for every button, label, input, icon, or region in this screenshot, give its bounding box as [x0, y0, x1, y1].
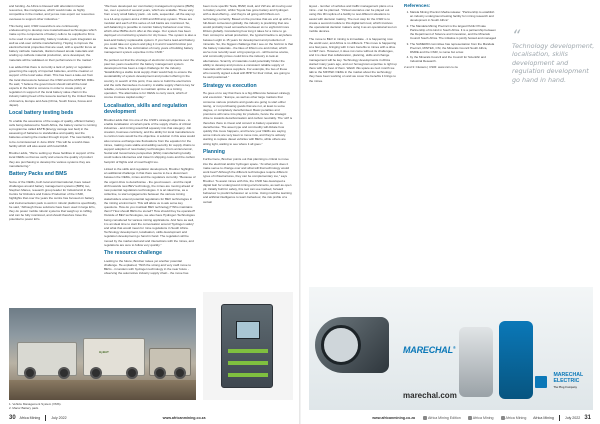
mining-vehicle	[83, 338, 145, 376]
plug-icon	[459, 327, 493, 397]
social-facebook[interactable]: Africa Mining Edition	[423, 412, 461, 424]
left-column-3	[203, 4, 293, 207]
footer-issue: July 2022	[51, 416, 67, 420]
battery-pack-icon	[221, 304, 273, 388]
reference-item: 3. The SAMERDI committee has representation from the Mandela Precinct, MINTEK, CSI, the Minerals Council South Africa, DMRE and the CSIR, to name but a few.	[410, 42, 496, 54]
footer-website[interactable]: www.africanmining.co.za	[372, 416, 415, 420]
paragraph: Luo added that there is currently a lack of policy or regulation governing the supply of imported batteries, and the creation or support of the local value chain. This has been a take-out from the local discussions between the CSIR and the MINTEK IDMs. He said, "I believe the government should call all the local experts in the field to convene in order to create policy or regulation in support of the local battery value chain in the industry taking heed of the lessons learned by the United States of America, Europe and Asia (China, South Korea, Korea and Japan).	[9, 65, 96, 107]
paragraph: "We have developed our own battery management systems (BMS) too, over a period of several years, which are scalable. These vary from a very small battery pack - six cells, sequential - all the way up to a 14-amp system and a 2 000 and 800 amp system. These are modular and each of this series of cell banks are monitored. So, self-balancing is possible to monitor battery behaviour over time, which other BMSs don't offer at this stage. Our system has been deployed on monitoring systems for city buses. The system is also a lead-acid battery replaceable system. If you had a lead-acid battery, you could take our system and plug it in and it would function just the same. This is the culmination of many years of building battery management system expertise in the CSIR."	[104, 4, 196, 55]
wheel-icon	[154, 367, 166, 379]
section-heading: Local battery testing beds	[9, 110, 74, 117]
paragraph: He goes on to say that there is a big difference between strategy and execution. "Europe, as well as other large markets that consume various products and goods are going to start either taxing, or not purchasing goods that are not, at least to some degree, or completely decarbonised. Basic penalties and premiums will come into play for products, hence the strategic drive to towards decarbonisation and carbon neutrality. The 'will' is therefore there to invest and convert to battery operation to decarbonise. The asset type and commodity will dictate how quickly this move happens, and hence your OEMs are saying some miners are very keen to move now, and they're actively starting to replace diesel vehicles with BEVs, while others are sitting tight, waiting to see where it all goes."	[203, 91, 293, 146]
right-footer	[300, 412, 600, 424]
battery-stripe	[228, 373, 268, 377]
mining-vehicle	[149, 348, 191, 376]
plug-socket-icon	[315, 317, 389, 373]
paragraph: This being said, CSIR researchers are continuously endeavouring to develop new material-based technologies which make up the components of battery cells to be supplied to firms to be used in cell assembly, battery modules, pack integration as well as end-user vehicle manufacturing. Hoping to improve the electrochemical properties that are used, with a specific focus on battery cathode materials, titanium-based anode materials and scaling up cathode material production, once developed, the materials will be validated on their performance in the market."	[9, 24, 97, 62]
right-column-1	[309, 4, 397, 86]
wheel-icon	[126, 367, 138, 379]
wheel-icon	[174, 367, 186, 379]
ad-corner-logo	[535, 373, 587, 391]
battery-pack-photo	[203, 292, 293, 400]
ad-brand-name: MARECHAL	[403, 345, 453, 355]
caption: 1. Vehicle Management System (VMS).	[9, 402, 62, 406]
pull-quote-text: Technology development, localisation, skills development and regulation development go hand in hand.	[512, 42, 595, 84]
references-list	[404, 10, 496, 63]
footer-separator	[559, 415, 560, 421]
paragraph: Looking to the future, Brodner raises yet another potential challenge. He explained, "With the strong and very swift move to BEVs - in tandem with hydrogen technology in the near future - observing the automotive industry supply chain - the move has	[104, 258, 191, 276]
socket-ring	[321, 325, 361, 365]
left-column-1	[9, 4, 97, 225]
marechal-mark-icon	[535, 376, 547, 388]
registered-mark: ®	[452, 345, 456, 350]
reference-item: 1. Marèla Mining Precinct Media release: "Partnership to establish an industry underground testing facility for mining research and development in South Africa"	[410, 10, 496, 22]
reference-item: 2. The Mandela Mining Precinct is the largest Public Private Partnership of its kind in South Africa. It is a partnership between the Department of Science and Innovation, and the Minerals Council South Africa. The initiative is jointly hosted and managed	[410, 24, 496, 40]
ad-corner-line1: MARECHAL	[553, 372, 584, 378]
references-source: 2 and 3: Clusters | CSIR: www.csir.co.za	[404, 64, 458, 69]
ad-url[interactable]: marechal.com	[403, 391, 457, 400]
paragraph: The move to BEV in mining is immediate - it is happening now the world over, and Africa is no different. This move is happening at a fast pace, bringing with it zero benefits to mines with a drive to NET zero. However, it does not come without its challenges, and it is clear that collaboration, planning, skills and change management will be key. Technology developments in Africa started many years ago, and our homegrown expertise is right up there with the best of them. Watch this space as next month we talk to the MINTEK OEMs in the market about the technology they have been working on and we cover the benefits it brings to the mines.	[309, 36, 397, 83]
paragraph: He pointed out that the shortage of electronic components over the past two years needed for the battery management system development has been a major challenge for the industry. "Establishing a stable local supply chain would help to ensure the sustainability of system development and product offering in the country. In search of this point, if we were to build the electronics and the cells themselves in-country. A stable supply chain is key for reliable, consistent support to maintain uptime at a mining operation. The alternative is for OEMs to carry stock, which of course involves capital outlay."	[104, 57, 195, 100]
photo-captions	[9, 402, 61, 410]
quote-mark-icon: “	[512, 26, 521, 45]
vehicle-branding: HyBAT	[99, 350, 109, 354]
section-heading: Localisation, skills and regulation development	[104, 102, 188, 116]
paragraph: To enable the assurance of the usage of quality, efficient battery cells being delivered to South Africa, the battery center is running a programme called ESTB (Energy storage test bed) in the assessing of batteries to standardise and quality test the batteries entering the market through import. The new facility is to be commissioned in June 2022. This will be a world class facility which will also assist with local R&D.	[9, 118, 97, 148]
battery-stripe	[228, 361, 268, 365]
wheel-icon	[24, 367, 36, 379]
section-heading: Battery Packs and BMS	[9, 171, 67, 178]
social-twitter[interactable]: Africa Mining	[468, 412, 494, 424]
facebook-icon	[423, 416, 427, 420]
paragraph: Furthermore, Brodner points out that planning is critical to move into the electrical and/or hydrogen space. "At what point does it make sense to change over and what will that technology would work best? Although the different technologies require different types of infrastructures, they can be complementary too," says Brodner. To assist mines with this, the CSIR has developed a digital twin for underground mining environments, as well as open pit. Initially built for safety, this tool can use tracked, forward behaviour to predict behaviour on a mine. Using machine learning and artificial intelligence to learn behaviour, the risk profile of a certain	[203, 157, 292, 204]
right-page	[300, 0, 600, 424]
paragraph: Brodner adds, "We're setting up these facilities in support of the local OEMs so that we verify and ensure the quality of product they are purchasing to develop the various systems they are manufacturing."	[9, 151, 95, 168]
left-column-2	[104, 4, 196, 279]
references-heading: References:	[404, 3, 431, 8]
page-number: 30	[9, 415, 16, 421]
paragraph: Some of the OEMs, both local and international, have raised challenges around battery management systems (BMS) too, Stephen Manes, research group leader for Industrial AI in the Centre for Robotics and Future Production of the CSIR, highlights that over the years the centre has focused on battery and instrumentation pack to work in robotic platforms specifically, he said, "Although these solutions have been used in large EVs, they do power mobile robotic systems that weigh up to 120kg, and can be fully monitored, and should therefore have the potential to power EVs.	[9, 179, 97, 222]
plug-icon	[499, 321, 533, 399]
footer-website[interactable]: www.africanmining.co.za	[162, 416, 206, 420]
paragraph: and funding. As Africa is blessed with abundant mineral resources, like manganese, which would make us highly competitive in the market, and yet we now export our resources overseas to support other industries."	[9, 4, 95, 21]
ad-corner-logo-text	[553, 373, 583, 391]
footer-magazine: Africa Mining	[533, 416, 554, 420]
section-heading: The resource challenge	[104, 250, 162, 257]
ad-brand-logo	[403, 345, 456, 355]
paragraph: layout - number of vehicles and traffic management plans on a mine - can be planned. "Virtual scenarios can be played out using this 3D replica of a facility to test different situations to assist with decision making. The next step for the CSIR is to create a second module to this digital twin tool, which involves the operational decision makers using it as an operational tool on mobile devices.	[309, 4, 397, 34]
wheel-icon	[58, 367, 70, 379]
paragraph: been more specific Tesla, BMW, Audi, and VW are all moving over to battery electric, whilst Toyota has gone battery and hydrogen with a dual offering - and they're all going with lithium-ion technology currently. Based on the premise that we end up with a full-blown conversion globally, the industry is predicting that one would probably need somewhere between six to eight-fold more lithium globally. Considering how long it takes for a mine to go from concept to actual production, the typical timeline is anywhere between eight to 15 years for development and production of minerals. So, the biggest challenge that I see on the horizon is that the battery materials - the likes of lithium ore and nickel, which we've now recently seen a big upsurge on - will become scarce, and commodity prices could force the industry to look at alternatives. Scarcity of materials could potentially hinder the ability to develop and procure a consistent reliable supply of materials with various suppliers. For example, the two of these who recently signed a deal with BHP for their nickel, are going to be well positioned."	[203, 4, 293, 80]
ad-corner-line2: ELECTRIC	[553, 377, 580, 384]
wheel-icon	[90, 367, 102, 379]
twitter-icon	[468, 416, 472, 420]
mining-vehicles-photo	[9, 308, 196, 400]
references	[404, 4, 496, 69]
mining-vehicle	[17, 342, 77, 376]
caption: 2. Macor Battery pack.	[9, 406, 40, 410]
page-number: 31	[584, 415, 591, 421]
battery-display	[236, 321, 260, 339]
footer-separator	[45, 415, 46, 421]
pull-quote	[512, 26, 596, 84]
linkedin-icon	[501, 416, 505, 420]
marechal-advertisement[interactable]	[309, 287, 593, 410]
reference-item: 4. by the Minerals Council and the Council for Scientific and Industrial Research.	[410, 55, 496, 63]
paragraph: Brodner adds that it is one of the CSIR's strategic objectives - to enable localisation of certain parts of the supply chains of critical industries - and mining would fall squarely into that category. Job creation, business continuity, and the ability for local manufacturers to control costs would be the objective. A solution in this area would also remove exchange rate fluctuations from the equation for the mines, making costs stable and adding security for supply chains to support adoption of new battery technologies. From an Economic, Social and Governance perspective (ESG) manufacturing locally could reduce kilometres and travel in shipping costs and the carbon footprint of flights and of road freight too.	[104, 117, 195, 164]
footer-magazine: Africa Mining	[19, 416, 41, 420]
footer-issue: July 2022	[564, 416, 581, 420]
section-heading: Strategy vs execution	[203, 82, 257, 89]
ad-tagline: The Plug Company	[553, 386, 577, 390]
left-footer	[0, 412, 300, 424]
social-linkedin[interactable]: Africa Mining	[501, 412, 527, 424]
ground	[9, 380, 196, 400]
paragraph: Linked to the skills and regulation development, Brodner highlights an additional challenge in that there seems to be a disconnect between the OEMs, mines and the regulators currently. "Because of the urgent drive to decarbonise - the good reason - and the rapid shift towards new BEV technology, the mines are moving ahead of new potential regulations technologies. It is an ideal time, as a collective, to start engagements between the various mining stakeholders around potential regulations for BEV technologies in the mining environment. This will allow us to ask some key questions. How do you maintain BEV technology? Who maintains them? How should BEVs be stored? How should they be operated? Outside of BEV technologies, we also have Hydrogen Technologies being considered for various mining applications. And here as well, it is an ideal time to start the conversation around 'hydrogen safety' and what that would mean for mine regulations in South Africa. Technology development, localisation, skills development and regulation development go hand in hand. The regulation will be moved by the market demand and interactions with the mines, and regulations are sure to follow very quickly."	[104, 167, 196, 247]
section-heading: Planning	[203, 149, 225, 156]
battery-stripe	[228, 349, 268, 353]
